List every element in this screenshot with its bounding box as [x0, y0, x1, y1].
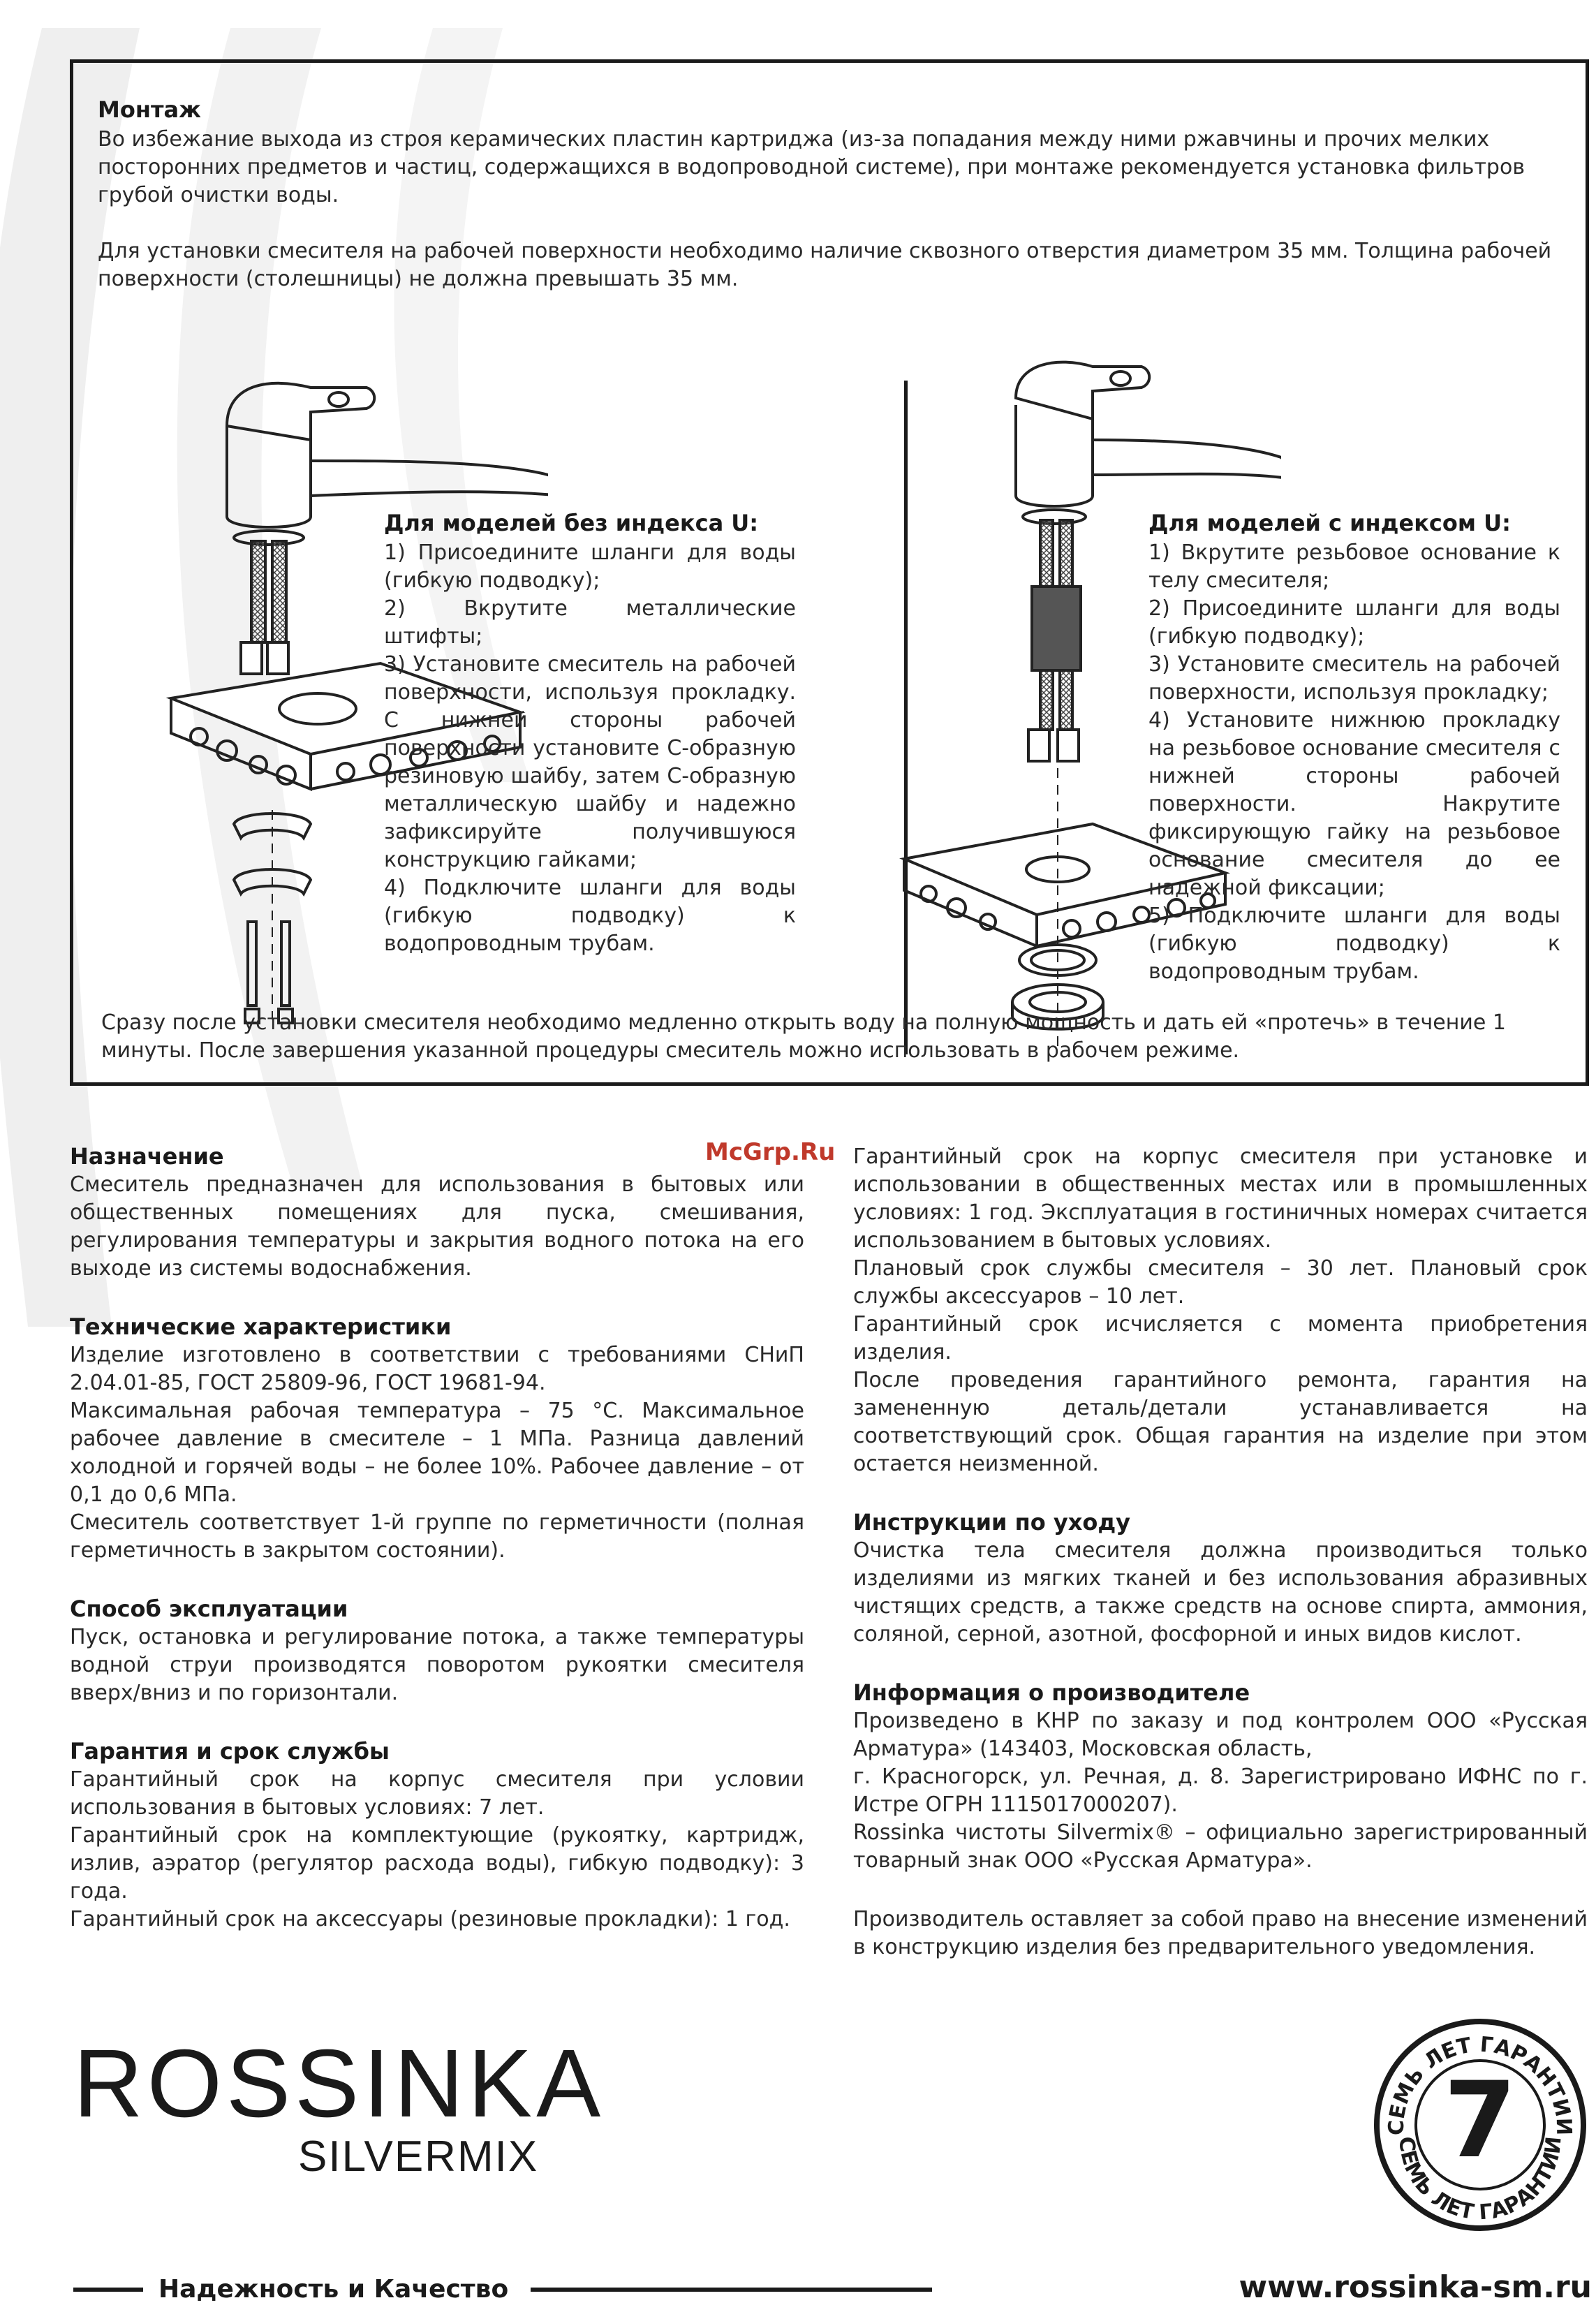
left-column: [70, 1143, 804, 1964]
left-step: 4) Подключите шланги для воды (гибкую подводку) к водопроводным трубам.: [384, 876, 796, 956]
section-paragraph: Гарантийный срок на корпус смесителя при установке и использовании в общественных местах или в промышленных условиях: 1 год. Эксплуатация в гостиничных номерах считается использованием в бытовых условиях.: [853, 1144, 1588, 1253]
section-paragraph: Пуск, остановка и регулирование потока, а также температуры водной струи производятся поворотом рукоятки смесителя вверх/вниз и по горизонтали.: [70, 1625, 804, 1705]
right-step: 5) Подключите шланги для воды (гибкую подводку) к водопроводным трубам.: [1148, 904, 1560, 984]
section-purpose: [70, 1143, 804, 1283]
montage-footer-note: Сразу после установки смесителя необходимо медленно открыть воду на полную мощность и дать ей «протечь» в течение 1 минуты. После завершения указанной процедуры смеситель можно использовать в рабочем режиме.: [101, 1010, 1506, 1063]
right-models-heading: Для моделей с индексом U:: [1148, 510, 1511, 536]
section-paragraph: Произведено в КНР по заказу и под контролем ООО «Русская Арматура» (143403, Московская область,: [853, 1709, 1588, 1761]
section-warranty-continued: [853, 1143, 1588, 1478]
tagline-row: [73, 2275, 932, 2303]
brand-name: ROSSINKA: [73, 2030, 605, 2137]
left-models-heading: Для моделей без индекса U:: [384, 510, 759, 536]
section-paragraph: Смеситель предназначен для использования в бытовых или общественных помещениях для пуска, смешивания, регулирования температуры и закрытия водного потока на его выходе из системы водоснабжения.: [70, 1172, 804, 1281]
brand-subname: SILVERMIX: [298, 2133, 539, 2181]
right-step: 3) Установите смеситель на рабочей поверхности, используя прокладку;: [1148, 652, 1560, 705]
montage-paragraph-1: Во избежание выхода из строя керамических пластин картриджа (из-за попадания между ними ржавчины и прочих мелких посторонних предметов и частиц, содержащихся в водопроводной системе), при монтаже рекомендуется установка фильтров грубой очистки воды.: [98, 127, 1525, 207]
section-paragraph: Смеситель соответствует 1-й группе по герметичности (полная герметичность в закрытом состоянии).: [70, 1510, 804, 1563]
montage-paragraph-2: Для установки смесителя на рабочей поверхности необходимо наличие сквозного отверстия диаметром 35 мм. Толщина рабочей поверхности (столешницы) не должна превышать 35 мм.: [98, 239, 1552, 291]
section-heading: Назначение: [70, 1143, 224, 1170]
section-heading: Технические характеристики: [70, 1313, 452, 1340]
section-paragraph: Гарантийный срок на корпус смесителя при условии использования в бытовых условиях: 7 лет.: [70, 1767, 804, 1820]
section-care: [853, 1509, 1588, 1649]
section-paragraph: Гарантийный срок исчисляется с момента приобретения изделия.: [853, 1312, 1588, 1364]
section-manufacturer: [853, 1679, 1588, 1875]
seven-year-warranty-seal-icon: [1372, 2017, 1588, 2233]
section-heading: Способ эксплуатации: [70, 1596, 348, 1622]
section-disclaimer: [853, 1906, 1588, 1961]
seal-number: 7: [1443, 2060, 1517, 2181]
section-paragraph: Максимальная рабочая температура – 75 °С. Максимальное рабочее давление в смесителе – 1 МПа. Разница давлений холодной и горячей воды – не более 10%. Рабочее давление – от 0,1 до 0,6 МПа.: [70, 1399, 804, 1507]
right-step: 4) Установите нижнюю прокладку на резьбовое основание смесителя с нижней стороны рабочей поверхности. Накрутите фиксирующую гайку на резьбовое основание смесителя до ее надежной фиксации;: [1148, 708, 1560, 900]
section-specs: [70, 1313, 804, 1565]
right-step: 1) Вкрутите резьбовое основание к телу смесителя;: [1148, 540, 1560, 593]
section-paragraph: г. Красногорск, ул. Речная, д. 8. Зарегистрировано ИФНС по г. Истре ОГРН 1115017000207).: [853, 1765, 1588, 1817]
tagline-rule-left: [73, 2288, 143, 2292]
section-paragraph: Плановый срок службы смесителя – 30 лет. Плановый срок службы аксессуаров – 10 лет.: [853, 1256, 1588, 1309]
section-paragraph: Rossinka чистоты Silvermix® – официально зарегистрированный товарный знак ООО «Русская Арматура».: [853, 1820, 1588, 1873]
montage-heading: Монтаж: [98, 96, 201, 123]
right-step: 2) Присоедините шланги для воды (гибкую подводку);: [1148, 596, 1560, 649]
section-heading: Гарантия и срок службы: [70, 1738, 390, 1765]
left-step: 1) Присоедините шланги для воды (гибкую подводку);: [384, 540, 796, 593]
section-paragraph: После проведения гарантийного ремонта, гарантия на замененную деталь/детали устанавливается на соответствующий срок. Общая гарантия на изделие при этом остается неизменной.: [853, 1368, 1588, 1476]
section-warranty: [70, 1738, 804, 1934]
tagline: Надежность и Качество: [158, 2275, 509, 2304]
left-step: 3) Установите смеситель на рабочей поверхности, используя прокладку. С нижней стороны рабочей поверхности установите С-образную резиновую шайбу, затем С-образную металлическую шайбу и надежно зафиксируйте получившуюся конструкцию гайками;: [384, 652, 796, 872]
section-operation: [70, 1596, 804, 1707]
section-paragraph: Очистка тела смесителя должна производиться только изделиями из мягких тканей и без использования абразивных чистящих средств, а также средств на основе спирта, аммония, соляной, серной, азотной, фосфорной и иных видов кислот.: [853, 1538, 1588, 1647]
section-paragraph: Гарантийный срок на аксессуары (резиновые прокладки): 1 год.: [70, 1907, 790, 1931]
watermark-text: McGrp.Ru: [705, 1138, 836, 1166]
section-heading: Инструкции по уходу: [853, 1509, 1131, 1536]
website-url: www.rossinka-sm.ru: [1239, 2269, 1592, 2305]
section-paragraph: Производитель оставляет за собой право на внесение изменений в конструкцию изделия без предварительного уведомления.: [853, 1907, 1588, 1959]
seal-text-top: СЕМЬ ЛЕТ ГАРАНТИИ: [1384, 2032, 1576, 2136]
seal-text-bottom: СЕМЬ ЛЕТ ГАРАНТИИ: [1394, 2135, 1567, 2225]
installation-box: [70, 59, 1589, 1086]
section-paragraph: Гарантийный срок на комплектующие (рукоятку, картридж, излив, аэратор (регулятор расхода воды), гибкую подводку): 3 года.: [70, 1823, 804, 1903]
left-step: 2) Вкрутите металлические штифты;: [384, 596, 796, 649]
tagline-rule-right: [531, 2288, 932, 2292]
right-column: [853, 1143, 1588, 1992]
brand-logo: [73, 2030, 605, 2181]
section-heading: Информация о производителе: [853, 1679, 1250, 1706]
section-paragraph: Изделие изготовлено в соответствии с требованиями СНиП 2.04.01-85, ГОСТ 25809-96, ГОСТ 19681-94.: [70, 1343, 804, 1395]
